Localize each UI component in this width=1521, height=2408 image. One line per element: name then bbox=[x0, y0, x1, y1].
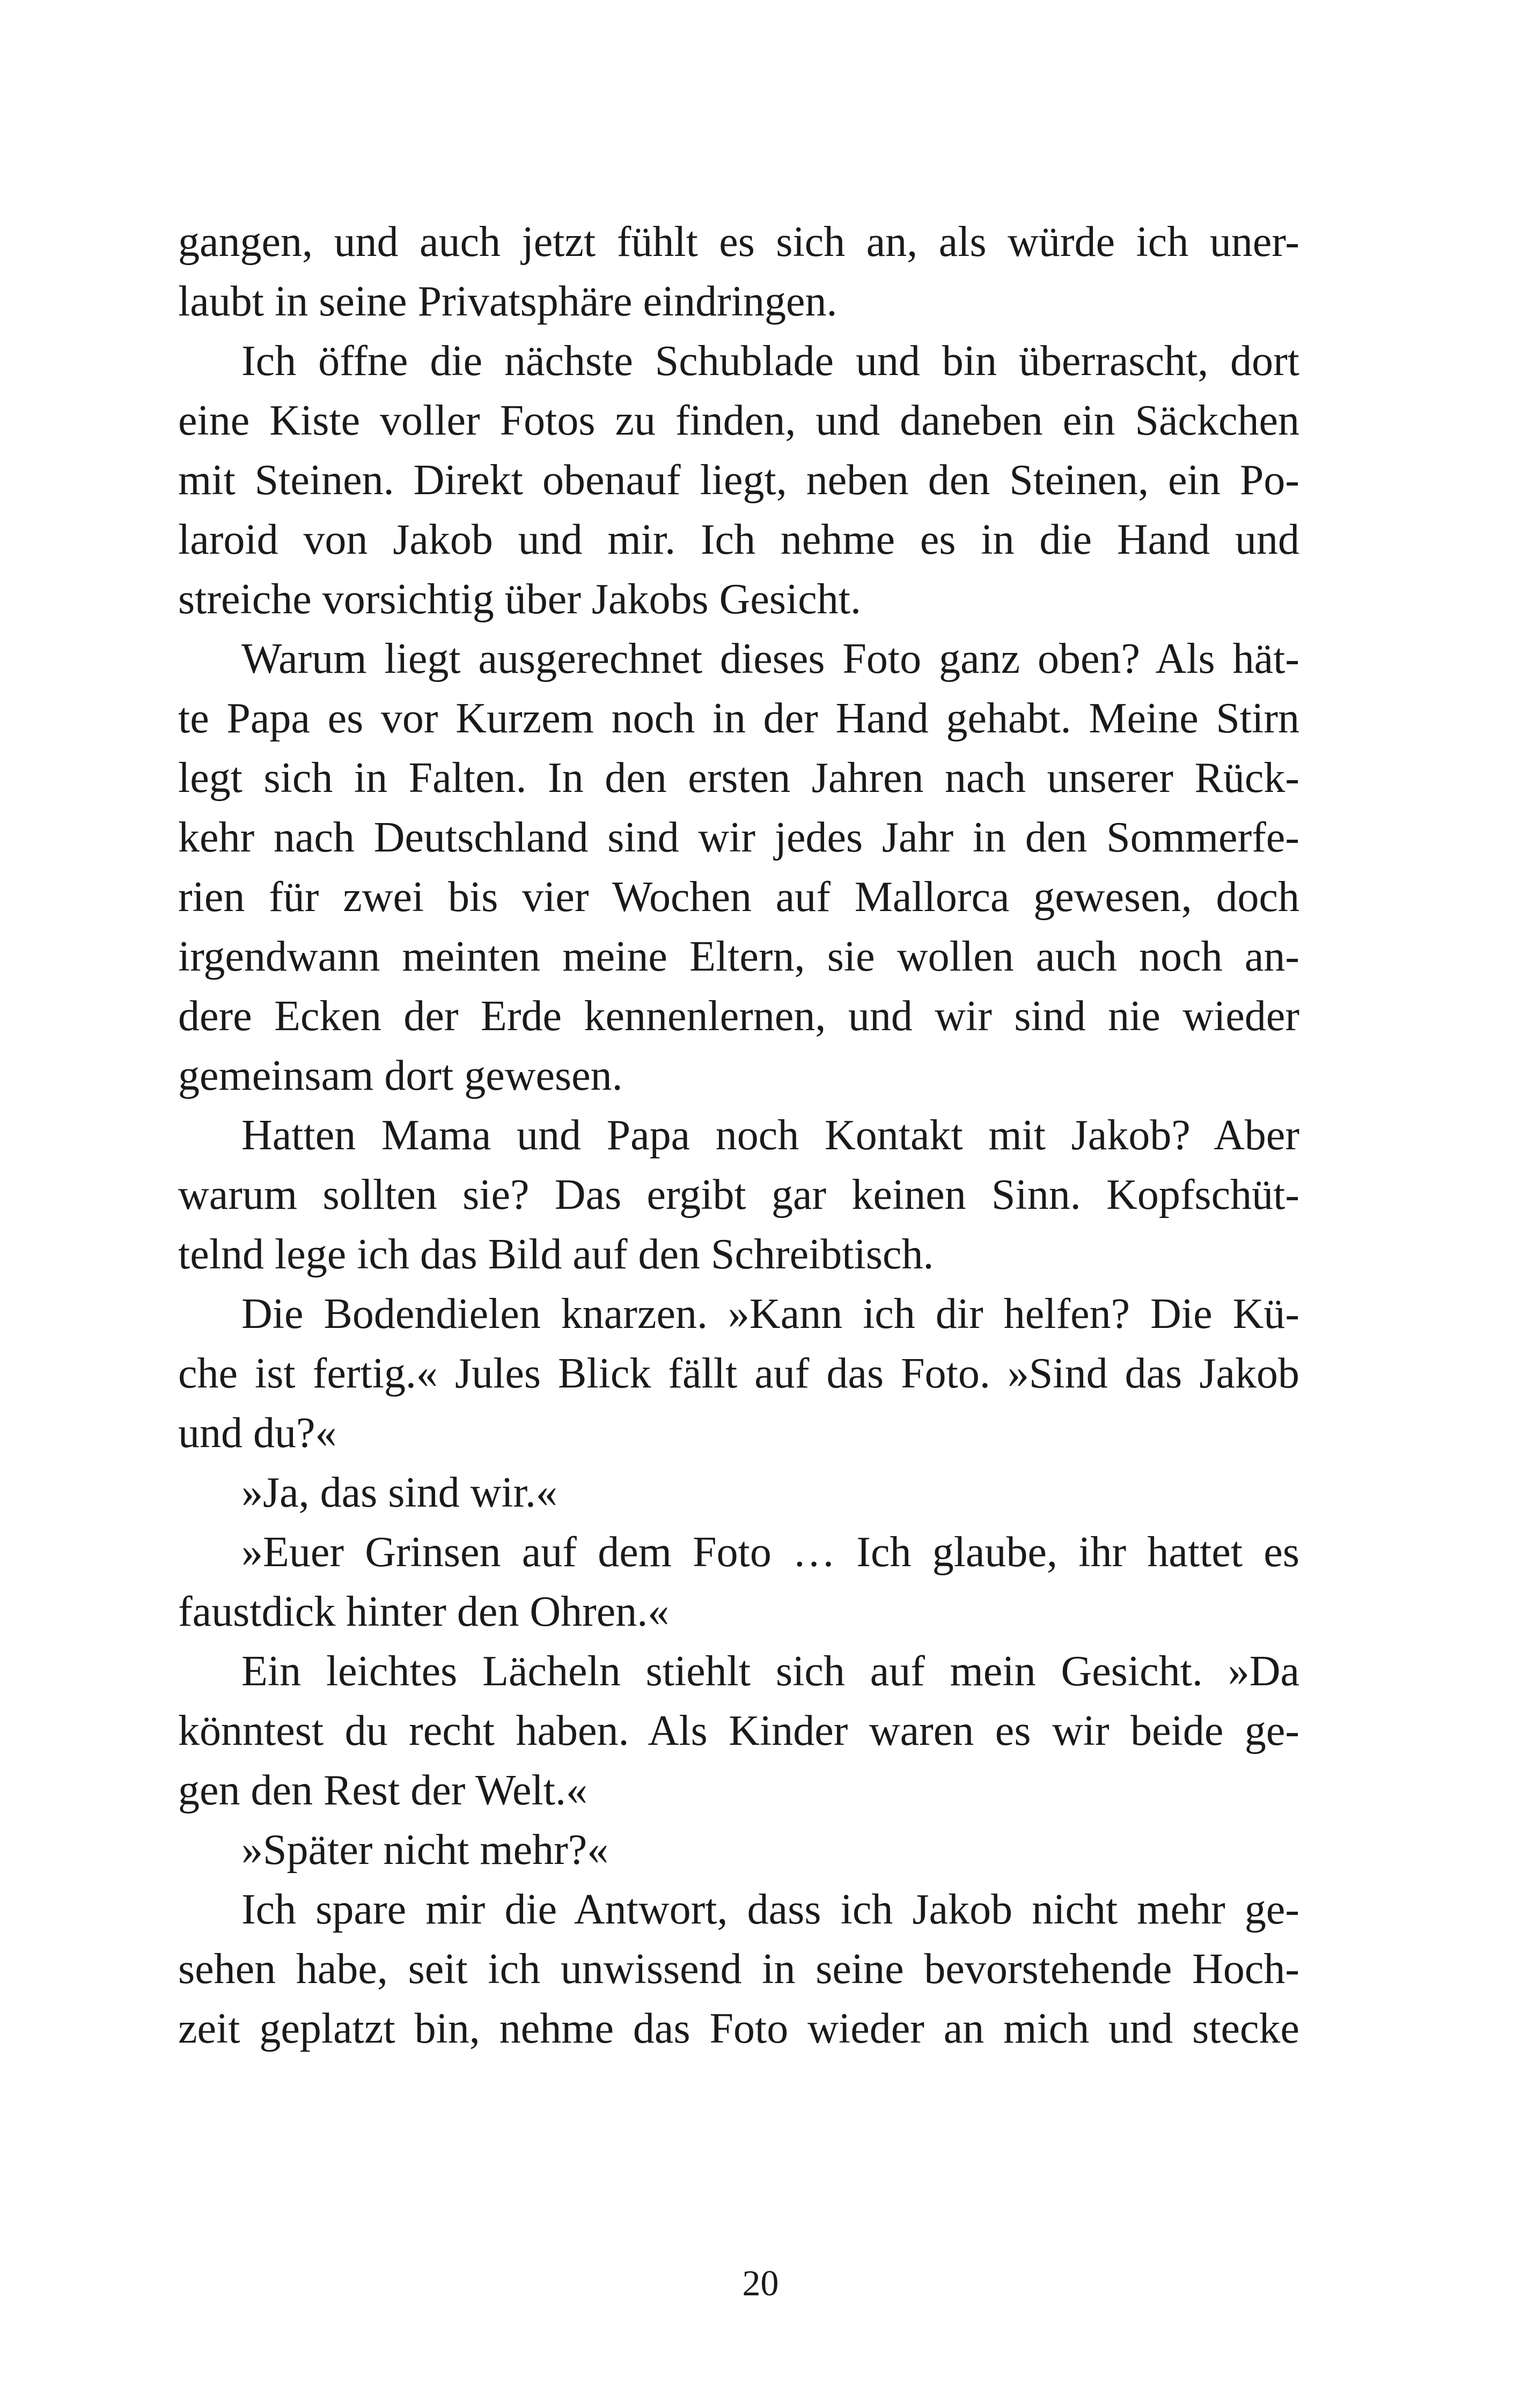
text-line: laubt in seine Privatsphäre eindringen. bbox=[178, 278, 837, 325]
text-line: eine Kiste voller Fotos zu finden, und daneben ein Säckchen bbox=[178, 397, 1299, 444]
paragraph-start-line: Die Bodendielen knarzen. »Kann ich dir helfen? Die Kü- bbox=[241, 1290, 1299, 1338]
paragraph-start-line: »Später nicht mehr?« bbox=[241, 1826, 609, 1874]
text-line: mit Steinen. Direkt obenauf liegt, neben den Steinen, ein Po- bbox=[178, 457, 1299, 504]
text-line: und du?« bbox=[178, 1409, 337, 1457]
text-line: faustdick hinter den Ohren.« bbox=[178, 1588, 670, 1635]
paragraph-start-line: Ein leichtes Lächeln stiehlt sich auf mein Gesicht. »Da bbox=[241, 1648, 1299, 1695]
text-line: gangen, und auch jetzt fühlt es sich an, als würde ich uner- bbox=[178, 218, 1299, 266]
text-line: che ist fertig.« Jules Blick fällt auf das Foto. »Sind das Jakob bbox=[178, 1350, 1299, 1397]
text-line: sehen habe, seit ich unwissend in seine bevorstehende Hoch- bbox=[178, 1946, 1299, 1993]
text-line: dere Ecken der Erde kennenlernen, und wir sind nie wieder bbox=[178, 993, 1299, 1040]
text-line: rien für zwei bis vier Wochen auf Mallorca gewesen, doch bbox=[178, 873, 1299, 921]
page-number: 20 bbox=[742, 2263, 779, 2303]
text-line: kehr nach Deutschland sind wir jedes Jahr in den Sommerfe- bbox=[178, 814, 1299, 861]
text-line: te Papa es vor Kurzem noch in der Hand gehabt. Meine Stirn bbox=[178, 695, 1299, 742]
paragraph-start-line: »Euer Grinsen auf dem Foto … Ich glaube, ihr hattet es bbox=[241, 1529, 1299, 1576]
paragraph-start-line: Warum liegt ausgerechnet dieses Foto ganz oben? Als hät- bbox=[241, 635, 1299, 682]
paragraph-start-line: »Ja, das sind wir.« bbox=[241, 1469, 557, 1516]
text-line: streiche vorsichtig über Jakobs Gesicht. bbox=[178, 576, 862, 623]
text-line: laroid von Jakob und mir. Ich nehme es in die Hand und bbox=[178, 516, 1299, 563]
text-line: telnd lege ich das Bild auf den Schreibtisch. bbox=[178, 1231, 934, 1278]
text-line: könntest du recht haben. Als Kinder waren es wir beide ge- bbox=[178, 1707, 1299, 1754]
text-line: warum sollten sie? Das ergibt gar keinen Sinn. Kopfschüt- bbox=[178, 1171, 1299, 1218]
text-line: irgendwann meinten meine Eltern, sie wollen auch noch an- bbox=[178, 933, 1299, 980]
text-line: zeit geplatzt bin, nehme das Foto wieder an mich und stecke bbox=[178, 2005, 1299, 2052]
text-line: legt sich in Falten. In den ersten Jahren nach unserer Rück- bbox=[178, 754, 1299, 802]
paragraph-start-line: Ich spare mir die Antwort, dass ich Jakob nicht mehr ge- bbox=[241, 1886, 1299, 1933]
text-line: gen den Rest der Welt.« bbox=[178, 1767, 588, 1814]
paragraph-start-line: Hatten Mama und Papa noch Kontakt mit Jakob? Aber bbox=[241, 1112, 1299, 1159]
paragraph-start-line: Ich öffne die nächste Schublade und bin überrascht, dort bbox=[241, 337, 1299, 385]
text-line: gemeinsam dort gewesen. bbox=[178, 1052, 623, 1099]
